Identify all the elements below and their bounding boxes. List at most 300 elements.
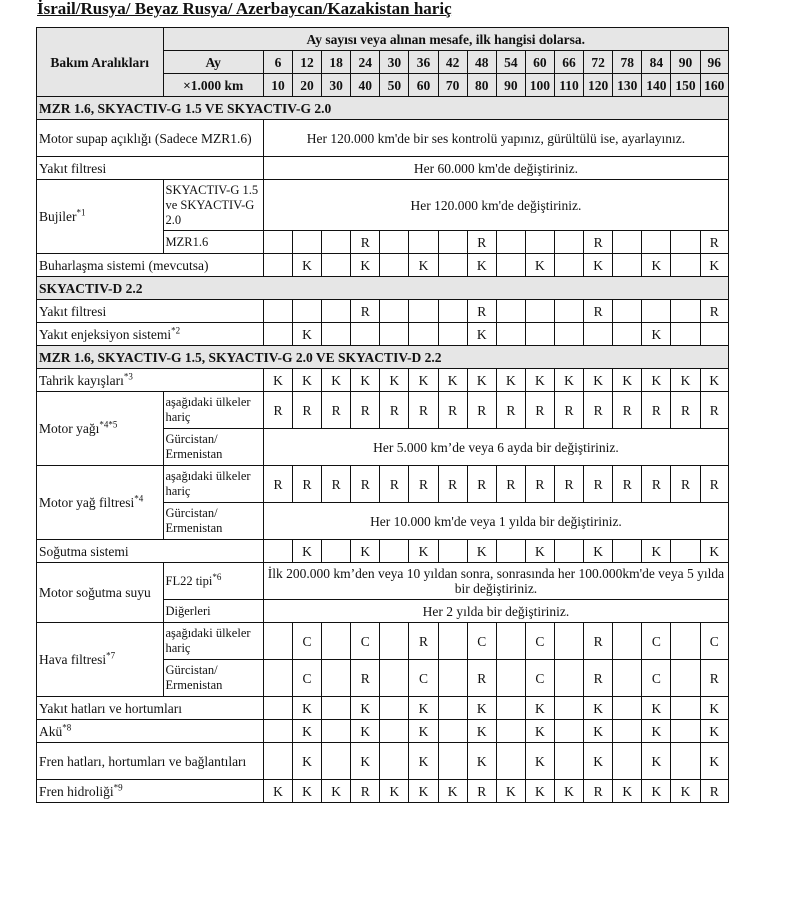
schedule-cell xyxy=(613,540,642,563)
schedule-cell: R xyxy=(467,392,496,429)
maintenance-schedule-table xyxy=(36,27,729,803)
schedule-cell: K xyxy=(409,720,438,743)
footnote-marker: *4*5 xyxy=(99,419,118,430)
item-sublabel-text: aşağıdaki ülkeler hariç xyxy=(165,395,251,424)
schedule-cell xyxy=(380,743,409,780)
schedule-cell xyxy=(351,323,380,346)
schedule-cell xyxy=(613,623,642,660)
item-label-text: Hava filtresi xyxy=(39,652,107,667)
schedule-cell: C xyxy=(700,623,728,660)
item-label xyxy=(37,392,164,466)
schedule-cell xyxy=(380,540,409,563)
schedule-cell: R xyxy=(584,300,613,323)
schedule-cell: K xyxy=(293,323,322,346)
schedule-cell xyxy=(438,254,467,277)
item-label-text: Motor yağ filtresi xyxy=(39,495,135,510)
schedule-cell xyxy=(671,231,700,254)
schedule-cell xyxy=(380,254,409,277)
schedule-cell xyxy=(380,697,409,720)
schedule-cell: K xyxy=(351,697,380,720)
schedule-cell: R xyxy=(409,466,438,503)
header-month-cell: 54 xyxy=(496,51,525,74)
schedule-cell: R xyxy=(380,392,409,429)
header-month-cell: 96 xyxy=(700,51,728,74)
schedule-cell: R xyxy=(438,466,467,503)
footnote-marker: *3 xyxy=(123,371,133,381)
schedule-cell xyxy=(496,254,525,277)
item-label xyxy=(37,157,264,180)
schedule-cell: K xyxy=(380,780,409,803)
item-label-text: Yakıt filtresi xyxy=(39,160,107,176)
schedule-cell xyxy=(613,231,642,254)
schedule-cell xyxy=(322,743,351,780)
item-label xyxy=(37,120,264,157)
schedule-cell: K xyxy=(351,254,380,277)
item-label xyxy=(37,697,264,720)
item-label-text: Buharlaşma sistemi (mevcutsa) xyxy=(39,257,209,273)
schedule-cell: R xyxy=(351,660,380,697)
schedule-cell: K xyxy=(351,720,380,743)
schedule-cell: R xyxy=(525,392,554,429)
schedule-cell: R xyxy=(351,300,380,323)
schedule-cell: R xyxy=(293,392,322,429)
schedule-cell: K xyxy=(642,540,671,563)
schedule-cell xyxy=(613,697,642,720)
schedule-cell xyxy=(263,697,292,720)
schedule-cell: K xyxy=(554,780,583,803)
schedule-cell: K xyxy=(409,369,438,392)
footnote-marker: *7 xyxy=(106,650,116,661)
schedule-cell xyxy=(554,623,583,660)
header-month-cell: 90 xyxy=(671,51,700,74)
schedule-cell: R xyxy=(554,466,583,503)
item-label-text: Motor soğutma suyu xyxy=(39,585,151,600)
item-label-text: Yakıt enjeksiyon sistemi xyxy=(39,326,172,342)
schedule-cell: K xyxy=(351,743,380,780)
schedule-cell xyxy=(642,300,671,323)
schedule-cell: C xyxy=(467,623,496,660)
schedule-cell xyxy=(496,323,525,346)
schedule-cell xyxy=(322,540,351,563)
schedule-cell: K xyxy=(584,697,613,720)
schedule-cell: R xyxy=(467,231,496,254)
schedule-cell: R xyxy=(525,466,554,503)
schedule-cell: K xyxy=(642,323,671,346)
schedule-cell xyxy=(263,660,292,697)
schedule-cell: R xyxy=(700,392,728,429)
item-label-text: Yakıt hatları ve hortumları xyxy=(39,700,182,716)
header-km-cell: 60 xyxy=(409,74,438,97)
schedule-cell: K xyxy=(263,780,292,803)
schedule-cell xyxy=(380,231,409,254)
schedule-cell: K xyxy=(613,369,642,392)
schedule-cell: K xyxy=(467,743,496,780)
schedule-cell: K xyxy=(467,720,496,743)
schedule-cell xyxy=(613,720,642,743)
schedule-cell: R xyxy=(467,466,496,503)
header-km-cell: 50 xyxy=(380,74,409,97)
schedule-cell: K xyxy=(293,697,322,720)
item-sublabel xyxy=(163,600,263,623)
schedule-cell xyxy=(293,300,322,323)
schedule-cell: K xyxy=(642,780,671,803)
schedule-cell: K xyxy=(293,540,322,563)
header-month-cell: 48 xyxy=(467,51,496,74)
schedule-cell: R xyxy=(584,780,613,803)
item-label xyxy=(37,563,164,623)
schedule-cell: K xyxy=(584,254,613,277)
header-km-cell: 110 xyxy=(554,74,583,97)
schedule-cell xyxy=(322,623,351,660)
schedule-cell: R xyxy=(554,392,583,429)
schedule-cell: R xyxy=(467,780,496,803)
item-sublabel-text: FL22 tipi xyxy=(165,573,213,588)
item-label xyxy=(37,720,264,743)
item-label xyxy=(37,300,264,323)
header-month-cell: 18 xyxy=(322,51,351,74)
schedule-cell: K xyxy=(409,254,438,277)
schedule-cell: R xyxy=(409,392,438,429)
schedule-cell: K xyxy=(467,369,496,392)
header-month-label: Ay xyxy=(163,51,263,74)
header-month-cell: 30 xyxy=(380,51,409,74)
item-label xyxy=(37,254,264,277)
schedule-cell xyxy=(380,300,409,323)
schedule-cell xyxy=(293,231,322,254)
schedule-cell: R xyxy=(263,392,292,429)
schedule-cell xyxy=(554,743,583,780)
section-title: MZR 1.6, SKYACTIV-G 1.5 VE SKYACTIV-G 2.0 xyxy=(37,97,729,120)
footnote-marker: *8 xyxy=(62,722,72,732)
schedule-cell xyxy=(554,660,583,697)
schedule-cell: K xyxy=(351,369,380,392)
item-sublabel-text: SKYACTIV-G 1.5 ve SKYACTIV-G 2.0 xyxy=(165,182,259,227)
item-sublabel-text: Gürcistan/ Ermenistan xyxy=(165,506,223,535)
header-month-cell: 6 xyxy=(263,51,292,74)
interval-span-text: Her 120.000 km'de değiştiriniz. xyxy=(263,180,728,231)
interval-span-text: Her 60.000 km'de değiştiriniz. xyxy=(263,157,728,180)
schedule-cell: R xyxy=(642,392,671,429)
schedule-cell: R xyxy=(700,466,728,503)
item-label-text: Motor yağı xyxy=(39,421,100,436)
schedule-cell: K xyxy=(525,720,554,743)
schedule-cell: R xyxy=(700,300,728,323)
schedule-cell xyxy=(322,323,351,346)
schedule-cell xyxy=(263,720,292,743)
footnote-marker: *6 xyxy=(212,571,222,582)
schedule-cell: K xyxy=(293,254,322,277)
schedule-cell: R xyxy=(409,623,438,660)
header-km-cell: 100 xyxy=(525,74,554,97)
item-sublabel xyxy=(163,503,263,540)
item-label xyxy=(37,323,264,346)
header-month-cell: 36 xyxy=(409,51,438,74)
schedule-cell xyxy=(613,254,642,277)
schedule-cell: R xyxy=(351,466,380,503)
schedule-cell: R xyxy=(584,466,613,503)
item-sublabel xyxy=(163,180,263,231)
schedule-cell xyxy=(263,300,292,323)
schedule-cell xyxy=(438,231,467,254)
schedule-cell: K xyxy=(293,743,322,780)
item-sublabel xyxy=(163,429,263,466)
schedule-cell xyxy=(525,231,554,254)
schedule-cell xyxy=(263,623,292,660)
schedule-cell: C xyxy=(525,623,554,660)
item-sublabel-text: aşağıdaki ülkeler hariç xyxy=(165,469,251,498)
schedule-cell: R xyxy=(671,392,700,429)
schedule-cell: K xyxy=(642,369,671,392)
header-km-cell: 10 xyxy=(263,74,292,97)
schedule-cell xyxy=(584,323,613,346)
header-km-cell: 80 xyxy=(467,74,496,97)
item-sublabel-text: aşağıdaki ülkeler hariç xyxy=(165,626,251,655)
schedule-cell xyxy=(380,660,409,697)
schedule-cell xyxy=(322,300,351,323)
header-month-cell: 72 xyxy=(584,51,613,74)
schedule-cell xyxy=(671,660,700,697)
item-label xyxy=(37,369,264,392)
schedule-cell: R xyxy=(700,231,728,254)
schedule-cell xyxy=(409,300,438,323)
header-km-cell: 140 xyxy=(642,74,671,97)
interval-span-text: Her 5.000 km’de veya 6 ayda bir değiştiriniz. xyxy=(263,429,728,466)
schedule-cell xyxy=(671,540,700,563)
schedule-cell: K xyxy=(700,697,728,720)
schedule-cell xyxy=(322,660,351,697)
item-sublabel xyxy=(163,563,263,600)
schedule-cell: R xyxy=(351,780,380,803)
schedule-cell xyxy=(700,323,728,346)
schedule-cell: R xyxy=(642,466,671,503)
schedule-cell xyxy=(263,323,292,346)
item-sublabel-text: Diğerleri xyxy=(165,603,211,618)
schedule-cell: R xyxy=(467,660,496,697)
item-label xyxy=(37,540,264,563)
schedule-cell xyxy=(438,743,467,780)
item-sublabel-text: MZR1.6 xyxy=(165,234,209,249)
schedule-cell: R xyxy=(322,466,351,503)
schedule-cell: K xyxy=(496,780,525,803)
schedule-cell xyxy=(671,743,700,780)
schedule-cell: K xyxy=(351,540,380,563)
header-month-cell: 78 xyxy=(613,51,642,74)
schedule-cell: R xyxy=(496,466,525,503)
header-km-cell: 120 xyxy=(584,74,613,97)
schedule-cell: K xyxy=(322,369,351,392)
schedule-cell xyxy=(380,623,409,660)
schedule-cell xyxy=(671,720,700,743)
header-km-cell: 20 xyxy=(293,74,322,97)
section-title: MZR 1.6, SKYACTIV-G 1.5, SKYACTIV-G 2.0 VE SKYACTIV-D 2.2 xyxy=(37,346,729,369)
schedule-cell: K xyxy=(438,369,467,392)
schedule-cell: K xyxy=(496,369,525,392)
footnote-marker: *2 xyxy=(171,325,181,335)
header-km-cell: 160 xyxy=(700,74,728,97)
schedule-cell: R xyxy=(293,466,322,503)
schedule-cell: K xyxy=(671,780,700,803)
interval-span-text: İlk 200.000 km’den veya 10 yıldan sonra, sonrasında her 100.000km'de veya 5 yılda bir değiştiriniz. xyxy=(263,563,728,600)
schedule-cell: R xyxy=(496,392,525,429)
schedule-cell: K xyxy=(700,720,728,743)
schedule-cell: K xyxy=(293,369,322,392)
schedule-cell: K xyxy=(584,743,613,780)
schedule-cell: K xyxy=(467,323,496,346)
schedule-cell: C xyxy=(642,623,671,660)
footnote-marker: *9 xyxy=(113,782,123,792)
footnote-marker: *1 xyxy=(76,207,86,218)
schedule-cell: R xyxy=(700,780,728,803)
schedule-cell xyxy=(613,323,642,346)
item-label xyxy=(37,623,164,697)
header-month-cell: 42 xyxy=(438,51,467,74)
schedule-cell: C xyxy=(642,660,671,697)
item-label-text: Fren hidroliği xyxy=(39,783,114,799)
item-label xyxy=(37,466,164,540)
header-km-label: ×1.000 km xyxy=(163,74,263,97)
schedule-cell: K xyxy=(409,697,438,720)
schedule-cell xyxy=(438,540,467,563)
header-month-cell: 12 xyxy=(293,51,322,74)
item-label-text: Akü xyxy=(39,723,63,739)
schedule-cell: K xyxy=(671,369,700,392)
schedule-cell: R xyxy=(584,392,613,429)
schedule-cell xyxy=(554,300,583,323)
schedule-cell: K xyxy=(642,720,671,743)
schedule-cell: R xyxy=(700,660,728,697)
item-sublabel xyxy=(163,231,263,254)
schedule-cell xyxy=(671,697,700,720)
schedule-cell xyxy=(496,300,525,323)
schedule-cell xyxy=(496,540,525,563)
schedule-cell: K xyxy=(525,254,554,277)
item-label-text: Tahrik kayışları xyxy=(39,372,124,388)
schedule-cell: R xyxy=(322,392,351,429)
schedule-cell xyxy=(496,623,525,660)
schedule-cell xyxy=(322,697,351,720)
item-sublabel xyxy=(163,623,263,660)
schedule-cell: K xyxy=(613,780,642,803)
schedule-cell xyxy=(380,323,409,346)
item-sublabel xyxy=(163,466,263,503)
schedule-cell: K xyxy=(642,254,671,277)
schedule-cell: K xyxy=(380,369,409,392)
header-month-cell: 66 xyxy=(554,51,583,74)
schedule-cell: R xyxy=(613,392,642,429)
schedule-cell: K xyxy=(409,540,438,563)
interval-span-text: Her 10.000 km'de veya 1 yılda bir değiştiriniz. xyxy=(263,503,728,540)
schedule-cell: K xyxy=(525,743,554,780)
schedule-cell: K xyxy=(700,540,728,563)
schedule-cell xyxy=(496,231,525,254)
schedule-cell xyxy=(554,697,583,720)
schedule-cell: R xyxy=(584,231,613,254)
schedule-cell xyxy=(525,323,554,346)
schedule-cell xyxy=(496,743,525,780)
schedule-cell xyxy=(438,660,467,697)
schedule-cell: R xyxy=(380,466,409,503)
schedule-cell: K xyxy=(409,743,438,780)
schedule-cell: K xyxy=(584,720,613,743)
schedule-cell xyxy=(496,660,525,697)
schedule-cell: K xyxy=(700,743,728,780)
header-km-cell: 150 xyxy=(671,74,700,97)
schedule-cell xyxy=(613,743,642,780)
item-sublabel-text: Gürcistan/ Ermenistan xyxy=(165,432,223,461)
schedule-cell xyxy=(263,743,292,780)
schedule-cell xyxy=(438,697,467,720)
item-label-text: Yakıt filtresi xyxy=(39,303,107,319)
schedule-cell xyxy=(554,254,583,277)
interval-span-text: Her 120.000 km'de bir ses kontrolü yapınız, gürültülü ise, ayarlayınız. xyxy=(263,120,728,157)
schedule-cell: R xyxy=(351,392,380,429)
item-sublabel-text: Gürcistan/ Ermenistan xyxy=(165,663,223,692)
schedule-cell: R xyxy=(263,466,292,503)
schedule-cell xyxy=(496,720,525,743)
schedule-cell: K xyxy=(467,697,496,720)
header-km-cell: 90 xyxy=(496,74,525,97)
header-month-cell: 60 xyxy=(525,51,554,74)
schedule-cell: K xyxy=(700,254,728,277)
interval-span-text: Her 2 yılda bir değiştiriniz. xyxy=(263,600,728,623)
schedule-cell: C xyxy=(293,623,322,660)
schedule-cell xyxy=(554,323,583,346)
schedule-cell xyxy=(409,323,438,346)
header-caption: Ay sayısı veya alınan mesafe, ilk hangisi dolarsa. xyxy=(163,28,729,51)
header-corner: Bakım Aralıkları xyxy=(37,28,164,97)
schedule-cell xyxy=(671,254,700,277)
header-km-cell: 40 xyxy=(351,74,380,97)
header-month-cell: 84 xyxy=(642,51,671,74)
schedule-cell: K xyxy=(525,540,554,563)
item-sublabel xyxy=(163,392,263,429)
schedule-cell: K xyxy=(263,369,292,392)
schedule-cell xyxy=(554,540,583,563)
schedule-cell xyxy=(496,697,525,720)
schedule-cell xyxy=(263,540,292,563)
schedule-cell: K xyxy=(584,369,613,392)
schedule-cell: C xyxy=(525,660,554,697)
item-label-text: Motor supap açıklığı (Sadece MZR1.6) xyxy=(39,130,252,146)
schedule-cell: K xyxy=(467,540,496,563)
schedule-cell: K xyxy=(584,540,613,563)
item-label-text: Fren hatları, hortumları ve bağlantıları xyxy=(39,753,247,769)
item-sublabel xyxy=(163,660,263,697)
item-label-text: Bujiler xyxy=(39,209,77,224)
schedule-cell: K xyxy=(525,780,554,803)
schedule-cell xyxy=(409,231,438,254)
schedule-cell xyxy=(554,231,583,254)
schedule-cell xyxy=(380,720,409,743)
schedule-cell: R xyxy=(467,300,496,323)
schedule-cell xyxy=(525,300,554,323)
schedule-cell: K xyxy=(700,369,728,392)
header-km-cell: 70 xyxy=(438,74,467,97)
schedule-cell: K xyxy=(293,780,322,803)
schedule-cell xyxy=(671,300,700,323)
schedule-cell xyxy=(438,623,467,660)
schedule-cell xyxy=(263,231,292,254)
schedule-cell: R xyxy=(584,623,613,660)
item-label xyxy=(37,743,264,780)
schedule-cell: R xyxy=(613,466,642,503)
schedule-cell: C xyxy=(409,660,438,697)
schedule-cell: K xyxy=(554,369,583,392)
schedule-cell: R xyxy=(671,466,700,503)
schedule-cell xyxy=(671,323,700,346)
schedule-cell xyxy=(671,623,700,660)
schedule-cell xyxy=(613,660,642,697)
